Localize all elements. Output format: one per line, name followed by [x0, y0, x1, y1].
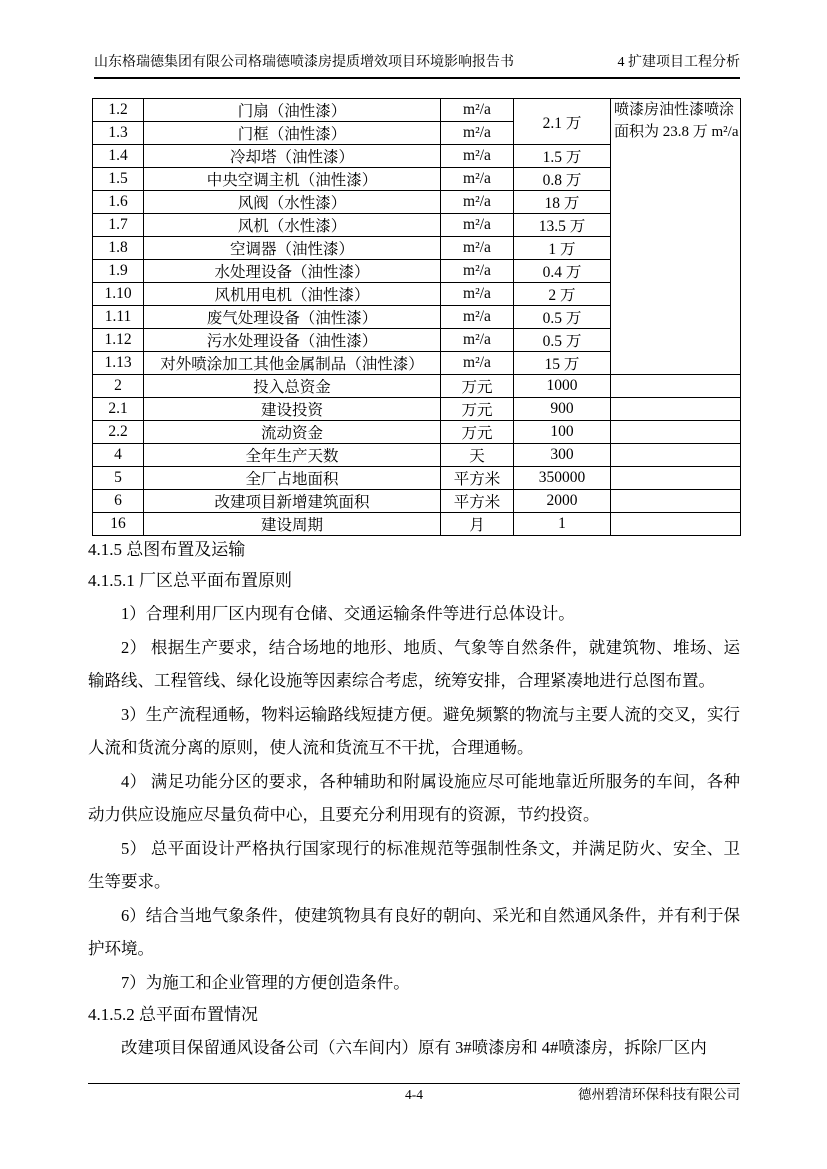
cell-item-value: 2000 — [514, 490, 611, 513]
cell-row-number: 1.5 — [93, 168, 144, 191]
cell-item-unit: m²/a — [441, 145, 514, 168]
page-header — [94, 53, 740, 79]
footer-company: 德州碧清环保科技有限公司 — [578, 1087, 740, 1102]
section-heading-4152: 4.1.5.2 总平面布置情况 — [88, 1005, 258, 1024]
cell-row-number: 1.4 — [93, 145, 144, 168]
principle-paragraph-5: 5） 总平面设计严格执行国家现行的标准规范等强制性条文，并满足防火、安全、卫生等要求。 — [88, 838, 740, 891]
table-row — [93, 421, 741, 444]
cell-row-number: 4 — [93, 444, 144, 467]
cell-item-unit: 万元 — [441, 375, 514, 398]
cell-row-number: 5 — [93, 467, 144, 490]
cell-item-note — [611, 513, 741, 536]
table-row — [93, 467, 741, 490]
cell-item-note — [611, 490, 741, 513]
project-overview-table — [92, 98, 741, 536]
cell-item-value: 0.8 万 — [514, 168, 611, 191]
cell-item-value: 0.4 万 — [514, 260, 611, 283]
table-row — [93, 99, 741, 122]
cell-item-note — [611, 467, 741, 490]
cell-item-unit: m²/a — [441, 122, 514, 145]
cell-row-number: 1.2 — [93, 99, 144, 122]
cell-row-number: 2.1 — [93, 398, 144, 421]
principle-paragraph-7: 7）为施工和企业管理的方便创造条件。 — [121, 972, 410, 992]
cell-item-name: 改建项目新增建筑面积 — [144, 490, 441, 513]
cell-row-number: 1.6 — [93, 191, 144, 214]
cell-item-value: 2 万 — [514, 283, 611, 306]
cell-item-unit: m²/a — [441, 260, 514, 283]
table-row — [93, 444, 741, 467]
cell-item-name: 空调器（油性漆） — [144, 237, 441, 260]
cell-row-number: 16 — [93, 513, 144, 536]
cell-item-name: 门框（油性漆） — [144, 122, 441, 145]
principle-paragraph-3: 3）生产流程通畅，物料运输路线短捷方便。避免频繁的物流与主要人流的交叉，实行人流和货流分离的原则，使人流和货流互不干扰，合理通畅。 — [88, 704, 740, 757]
cell-item-value: 1 万 — [514, 237, 611, 260]
cell-row-number: 1.7 — [93, 214, 144, 237]
cell-item-unit: m²/a — [441, 214, 514, 237]
cell-item-value: 1000 — [514, 375, 611, 398]
header-chapter-title: 4 扩建项目工程分析 — [617, 55, 740, 70]
cell-item-unit: m²/a — [441, 99, 514, 122]
cell-item-note — [611, 444, 741, 467]
cell-item-unit: 万元 — [441, 421, 514, 444]
cell-item-unit: m²/a — [441, 191, 514, 214]
header-report-title: 山东格瑞德集团有限公司格瑞德喷漆房提质增效项目环境影响报告书 — [94, 55, 514, 70]
cell-item-name: 风机用电机（油性漆） — [144, 283, 441, 306]
cell-row-number: 2 — [93, 375, 144, 398]
cell-item-unit: 万元 — [441, 398, 514, 421]
table-row — [93, 375, 741, 398]
cell-item-unit: m²/a — [441, 329, 514, 352]
cell-item-name: 建设周期 — [144, 513, 441, 536]
cell-item-unit: 月 — [441, 513, 514, 536]
cell-row-number: 1.8 — [93, 237, 144, 260]
principle-paragraph-1: 1）合理利用厂区内现有仓储、交通运输条件等进行总体设计。 — [121, 604, 575, 623]
section-heading-4151: 4.1.5.1 厂区总平面布置原则 — [88, 571, 292, 590]
cell-row-number: 1.9 — [93, 260, 144, 283]
cell-item-value: 300 — [514, 444, 611, 467]
cell-item-value: 18 万 — [514, 191, 611, 214]
section-heading-415: 4.1.5 总图布置及运输 — [88, 540, 246, 559]
cell-item-note — [611, 398, 741, 421]
cell-item-unit: 天 — [441, 444, 514, 467]
cell-item-unit: m²/a — [441, 352, 514, 375]
cell-item-unit: 平方米 — [441, 490, 514, 513]
cell-item-value: 13.5 万 — [514, 214, 611, 237]
cell-item-value: 1 — [514, 513, 611, 536]
cell-item-note — [611, 421, 741, 444]
cell-item-name: 中央空调主机（油性漆） — [144, 168, 441, 191]
cell-item-note — [611, 375, 741, 398]
cell-item-unit: m²/a — [441, 306, 514, 329]
cell-item-value: 100 — [514, 421, 611, 444]
principle-paragraph-2: 2） 根据生产要求，结合场地的地形、地质、气象等自然条件，就建筑物、堆场、运输路线、工程管线、绿化设施等因素综合考虑，统筹安排，合理紧凑地进行总图布置。 — [88, 637, 740, 690]
cell-row-number: 1.10 — [93, 283, 144, 306]
cell-item-value: 0.5 万 — [514, 306, 611, 329]
cell-item-name: 风阀（水性漆） — [144, 191, 441, 214]
principle-paragraph-6: 6）结合当地气象条件，使建筑物具有良好的朝向、采光和自然通风条件，并有利于保护环境。 — [88, 905, 740, 958]
cell-row-number: 1.13 — [93, 352, 144, 375]
cell-item-unit: m²/a — [441, 283, 514, 306]
principle-paragraph-4: 4） 满足功能分区的要求，各种辅助和附属设施应尽可能地靠近所服务的车间，各种动力供应设施应尽量负荷中心，且要充分利用现有的资源，节约投资。 — [88, 771, 740, 824]
cell-item-name: 建设投资 — [144, 398, 441, 421]
cell-item-unit: m²/a — [441, 168, 514, 191]
cell-item-name: 冷却塔（油性漆） — [144, 145, 441, 168]
cell-item-note: 喷漆房油性漆喷涂面积为 23.8 万 m²/a — [611, 99, 741, 375]
table-body — [93, 99, 741, 536]
cell-item-value: 15 万 — [514, 352, 611, 375]
cell-item-value: 1.5 万 — [514, 145, 611, 168]
table-row — [93, 490, 741, 513]
layout-paragraph: 改建项目保留通风设备公司（六车间内）原有 3#喷漆房和 4#喷漆房，拆除厂区内 — [121, 1038, 707, 1057]
cell-item-name: 污水处理设备（油性漆） — [144, 329, 441, 352]
cell-item-name: 水处理设备（油性漆） — [144, 260, 441, 283]
cell-row-number: 1.12 — [93, 329, 144, 352]
table-row — [93, 398, 741, 421]
cell-item-value: 900 — [514, 398, 611, 421]
cell-row-number: 2.2 — [93, 421, 144, 444]
cell-item-name: 风机（水性漆） — [144, 214, 441, 237]
cell-item-name: 投入总资金 — [144, 375, 441, 398]
cell-row-number: 6 — [93, 490, 144, 513]
cell-row-number: 1.11 — [93, 306, 144, 329]
cell-item-unit: m²/a — [441, 237, 514, 260]
cell-item-value: 2.1 万 — [514, 99, 611, 145]
cell-item-name: 流动资金 — [144, 421, 441, 444]
document-body — [88, 535, 740, 1065]
cell-item-name: 废气处理设备（油性漆） — [144, 306, 441, 329]
cell-row-number: 1.3 — [93, 122, 144, 145]
cell-item-value: 350000 — [514, 467, 611, 490]
page-number: 4-4 — [405, 1087, 423, 1102]
cell-item-unit: 平方米 — [441, 467, 514, 490]
page-footer — [88, 1083, 740, 1108]
cell-item-name: 门扇（油性漆） — [144, 99, 441, 122]
cell-item-name: 全年生产天数 — [144, 444, 441, 467]
cell-item-name: 全厂占地面积 — [144, 467, 441, 490]
table-row — [93, 513, 741, 536]
cell-item-name: 对外喷涂加工其他金属制品（油性漆） — [144, 352, 441, 375]
cell-item-value: 0.5 万 — [514, 329, 611, 352]
